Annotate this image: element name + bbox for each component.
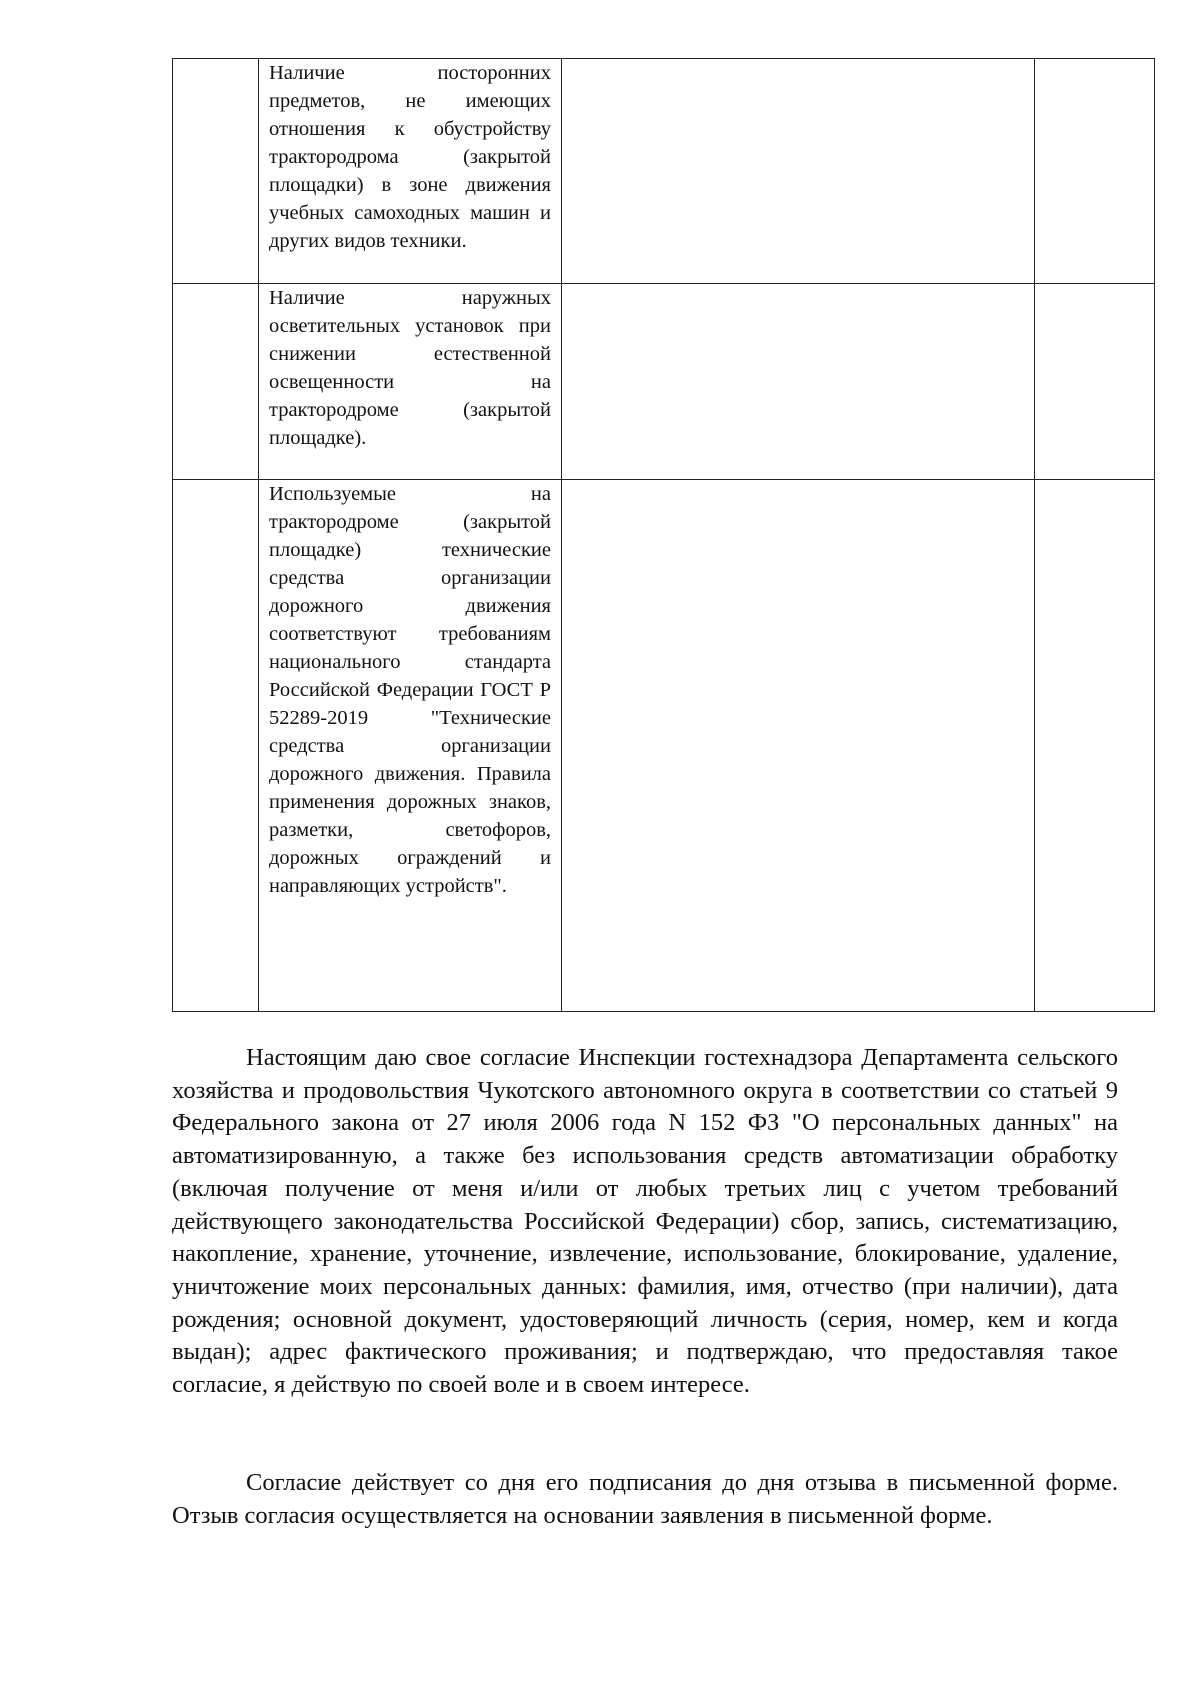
requirement-text: Наличие посторонних предметов, не имеющих отношения к обустройству трактородрома (закрытой площадки) в зоне движения учебных самоходных машин и других видов техники. xyxy=(269,62,551,252)
requirement-cell xyxy=(259,59,562,284)
row-number-cell xyxy=(173,284,259,480)
checklist-table xyxy=(172,58,1155,1012)
table-row xyxy=(173,284,1155,480)
row-number-cell xyxy=(173,480,259,1012)
note-cell xyxy=(1035,59,1155,284)
requirement-text: Используемые на трактородроме (закрытой площадке) технические средства организации дорожного движения соответствуют требованиям национального стандарта Российской Федерации ГОСТ Р 52289-2019 "Технические средства организации дорожного движения. Правила применения дорожных знаков, разметки, светофоров, дорожных ограждений и направляющих устройств". xyxy=(269,483,551,897)
assessment-cell xyxy=(562,480,1035,1012)
requirement-cell xyxy=(259,480,562,1012)
consent-paragraph: Настоящим даю свое согласие Инспекции гостехнадзора Департамента сельского хозяйства и продовольствия Чукотского автономного округа в соответствии со статьей 9 Федерального закона от 27 июля 2006 года N 152 ФЗ "О персональных данных" на автоматизированную, а также без использования средств автоматизации обработку (включая получение от меня и/или от любых третьих лиц с учетом требований действующего законодательства Российской Федерации) сбор, запись, систематизацию, накопление, хранение, уточнение, извлечение, использование, блокирование, удаление, уничтожение моих персональных данных: фамилия, имя, отчество (при наличии), дата рождения; основной документ, удостоверяющий личность (серия, номер, кем и когда выдан); адрес фактического проживания; и подтверждаю, что предоставляя такое согласие, я действую по своей воле и в своем интересе. xyxy=(172,1044,1118,1399)
row-number-cell xyxy=(173,59,259,284)
requirement-text: Наличие наружных осветительных установок при снижении естественной освещенности на трактородроме (закрытой площадке). xyxy=(269,287,551,449)
table-row xyxy=(173,480,1155,1012)
requirement-cell xyxy=(259,284,562,480)
assessment-cell xyxy=(562,284,1035,480)
note-cell xyxy=(1035,480,1155,1012)
assessment-cell xyxy=(562,59,1035,284)
note-cell xyxy=(1035,284,1155,480)
consent-validity-paragraph: Согласие действует со дня его подписания до дня отзыва в письменной форме. Отзыв согласия осуществляется на основании заявления в письменной форме. xyxy=(172,1469,1118,1529)
table-row xyxy=(173,59,1155,284)
